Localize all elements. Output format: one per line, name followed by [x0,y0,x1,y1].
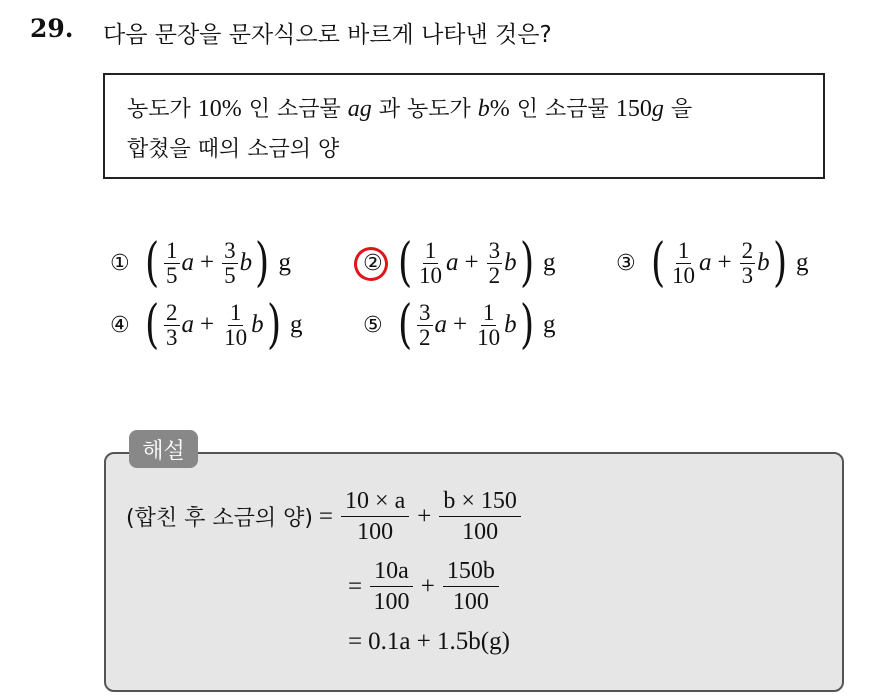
fraction: $\frac{1}{10}$ [672,237,696,288]
fraction: $\frac{3}{2}$ [488,237,501,288]
choice-2[interactable]: ② ( $\frac{1}{10}$ a + $\frac{3}{2}$ b ) g [363,233,555,293]
solution-step-3: = 0.1a + 1.5b(g) [348,628,510,655]
choice-mark: ④ [110,312,130,338]
cond-unit-g: g [651,96,664,122]
cond-var-b: b [477,96,490,122]
cond-unit-g: g [359,96,372,122]
fraction: $\frac{2}{3}$ [166,299,178,350]
cond-amount: 150 [615,96,652,122]
choice-3[interactable]: ③ ( $\frac{1}{10}$ a + $\frac{2}{3}$ b ) g [616,233,809,293]
solution-result: 0.1a + 1.5b(g) [368,628,510,655]
question-number: 29. [30,14,74,43]
cond-text: 인 소금물 [516,97,609,122]
solution-lhs: (합친 후 소금의 양) [126,506,313,531]
solution-step-2: = $\frac{10a}{100}$ + $\frac{150b}{100}$ [342,556,501,617]
fraction: $\frac{3}{5}$ [224,237,236,288]
choice-mark: ⑤ [363,312,383,338]
cond-text: 을 [670,97,693,122]
cond-text: 인 소금물 [248,97,341,122]
fraction: $\frac{1}{10}$ [419,237,443,288]
condition-box [103,73,825,179]
selected-circle-icon [349,242,393,286]
cond-var-a: a [347,96,360,122]
choice-5[interactable]: ⑤ ( $\frac{3}{2}$ a + $\frac{1}{10}$ b ) g [363,295,556,355]
fraction: $\frac{2}{3}$ [741,237,754,288]
fraction: $\frac{1}{5}$ [166,237,178,288]
fraction: $\frac{3}{2}$ [419,299,431,350]
question-text: 다음 문장을 문자식으로 바르게 나타낸 것은? [103,22,552,48]
fraction: $\frac{10a}{100}$ [370,556,413,617]
choice-mark: ① [110,250,130,276]
choice-1[interactable]: ① ( $\frac{1}{5}$ a + $\frac{3}{5}$ b ) g [110,233,291,293]
condition-line-1 [127,89,823,130]
cond-text: 농도가 [127,97,191,122]
fraction: $\frac{1}{10}$ [224,299,248,350]
cond-percent: 10% [197,96,242,122]
solution-step-1: (합친 후 소금의 양) = $\frac{10 \times a}{100}$ + $\frac{b \times 150}{100}$ [126,486,523,547]
fraction: $\frac{10 \times a}{100}$ [341,486,409,547]
choice-mark: ② [363,251,383,276]
cond-percent-sign: % [489,96,510,122]
solution-tag: 해설 [129,430,198,468]
choice-4[interactable]: ④ ( $\frac{2}{3}$ a + $\frac{1}{10}$ b ) g [110,295,303,355]
cond-text: 과 농도가 [378,97,471,122]
fraction: $\frac{150b}{100}$ [443,556,499,617]
fraction: $\frac{1}{10}$ [477,299,501,350]
condition-line-2: 합쳤을 때의 소금의 양 [127,137,340,162]
choice-mark: ③ [616,250,636,276]
fraction: $\frac{b \times 150}{100}$ [439,486,521,547]
